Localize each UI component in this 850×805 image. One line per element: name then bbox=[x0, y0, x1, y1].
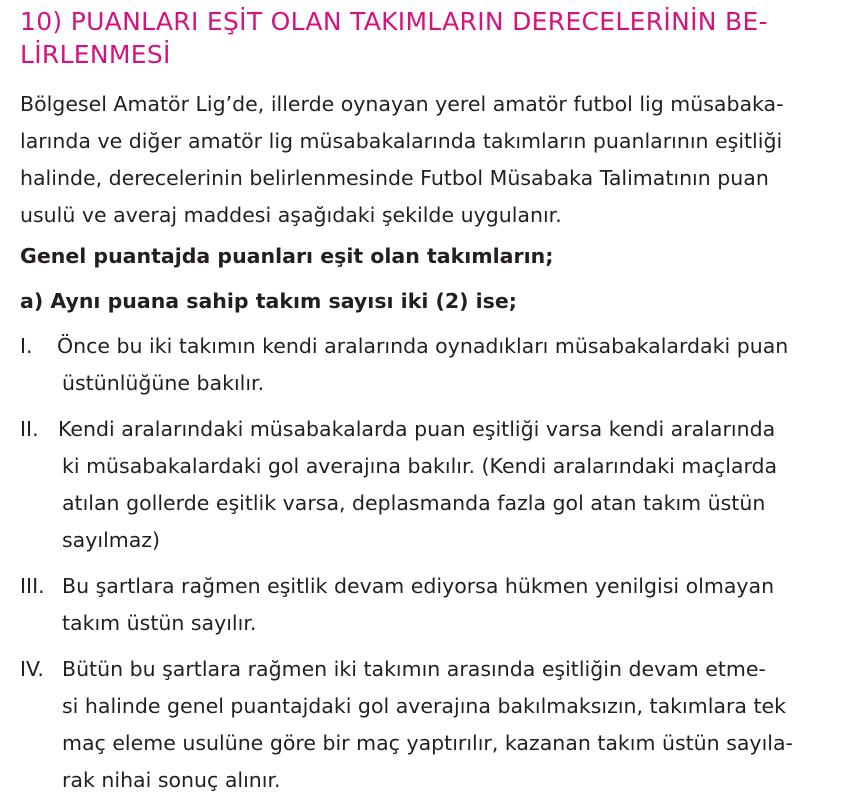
subheading-a: a) Aynı puana sahip takım sayısı iki (2) ise; bbox=[20, 289, 517, 313]
list-item-line: Önce bu iki takımın kendi aralarında oynadıkları müsabakalardaki puan bbox=[57, 334, 789, 358]
list-item-body bbox=[62, 651, 830, 799]
intro-paragraph bbox=[20, 86, 830, 234]
list-marker: IV. bbox=[20, 657, 44, 681]
subheading-block bbox=[20, 283, 830, 320]
list-marker: III. bbox=[20, 574, 45, 598]
list-marker: I. bbox=[20, 334, 33, 358]
list-item-line: atılan gollerde eşitlik varsa, deplasmanda fazla gol atan takım üstün bbox=[62, 491, 766, 515]
list-item-line: si halinde genel puantajdaki gol averajına bakılmaksızın, takımlara tek bbox=[62, 694, 786, 718]
list-item-iii bbox=[20, 568, 830, 642]
list-item-body bbox=[58, 411, 830, 559]
intro-line: larında ve diğer amatör lig müsabakalarında takımların puanlarının eşitliği bbox=[20, 129, 783, 153]
list-item-iv bbox=[20, 651, 830, 799]
list-item-line: ki müsabakalardaki gol averajına bakılır. (Kendi aralarındaki maçlarda bbox=[62, 454, 778, 478]
document-page bbox=[20, 0, 830, 799]
list-item-line: Bütün bu şartlara rağmen iki takımın arasında eşitliğin devam etme- bbox=[62, 657, 766, 681]
general-heading: Genel puantajda puanları eşit olan takımların; bbox=[20, 244, 554, 268]
section-title bbox=[20, 5, 830, 71]
intro-line: halinde, derecelerinin belirlenmesinde Futbol Müsabaka Talimatının puan bbox=[20, 166, 769, 190]
list-item-line: Bu şartlara rağmen eşitlik devam ediyorsa hükmen yenilgisi olmayan bbox=[62, 574, 775, 598]
list-item-line: üstünlüğüne bakılır. bbox=[62, 371, 265, 395]
list-item-line: Kendi aralarındaki müsabakalarda puan eşitliği varsa kendi aralarında bbox=[58, 417, 776, 441]
intro-line: Bölgesel Amatör Lig’de, illerde oynayan yerel amatör futbol lig müsabaka- bbox=[20, 92, 784, 116]
list-item-ii bbox=[20, 411, 830, 559]
list-item-line: sayılmaz) bbox=[62, 528, 161, 552]
section-title-line-1: 10) PUANLARI EŞİT OLAN TAKIMLARIN DERECELERİNİN BE- bbox=[20, 7, 768, 36]
list-item-body bbox=[62, 568, 830, 642]
list-item-line: takım üstün sayılır. bbox=[62, 611, 257, 635]
intro-line: usulü ve averaj maddesi aşağıdaki şekilde uygulanır. bbox=[20, 203, 562, 227]
list-item-line: maç eleme usulüne göre bir maç yaptırılır, kazanan takım üstün sayıla- bbox=[62, 731, 793, 755]
list-marker: II. bbox=[20, 417, 39, 441]
list-item-line: rak nihai sonuç alınır. bbox=[62, 768, 281, 792]
section-title-line-2: LİRLENMESİ bbox=[20, 40, 171, 69]
general-heading-block bbox=[20, 238, 830, 275]
list-item-i bbox=[20, 328, 830, 402]
list-item-body bbox=[57, 328, 830, 402]
